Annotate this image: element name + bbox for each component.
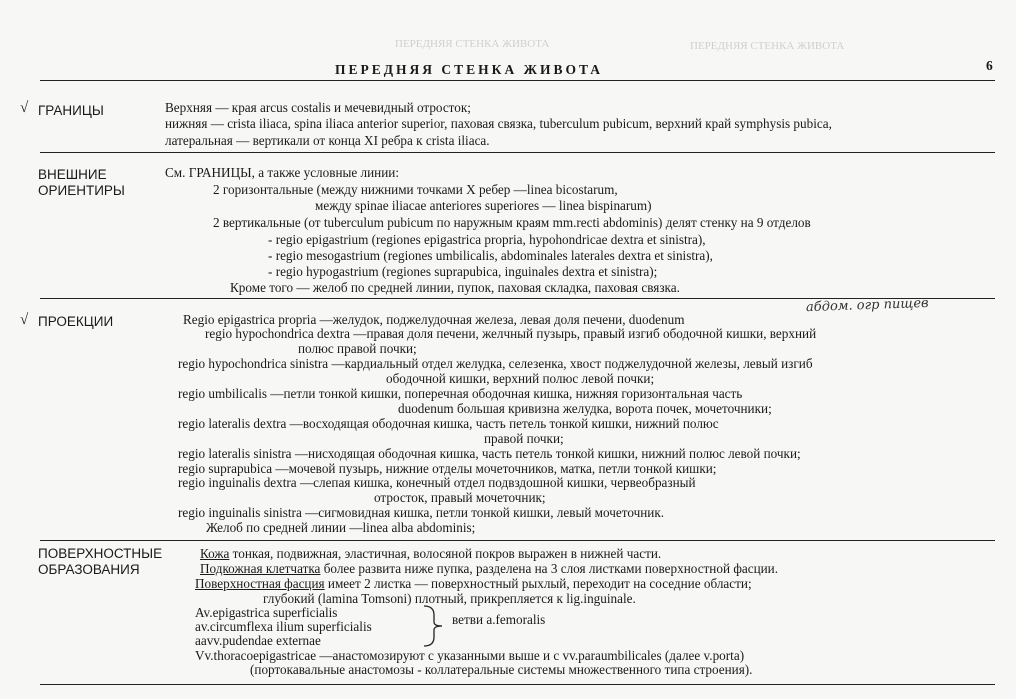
page-number: 6 [986, 58, 993, 73]
handwritten-note: абдом. огр пищев [805, 295, 929, 316]
text-line: 2 вертикальные (от tuberculum pubicum по наружным краям mm.recti abdominis) делят стенку на 9 отделов [213, 215, 811, 230]
term-description: имеет 2 листка — поверхностный рыхлый, переходит на соседние области; [324, 576, 752, 591]
page-title: ПЕРЕДНЯЯ СТЕНКА ЖИВОТА [335, 62, 604, 77]
text-line: regio inguinalis dextra —слепая кишка, конечный отдел подвздошной кишки, червеобразный [178, 475, 696, 490]
term-description: более развита ниже пупка, разделена на 3 слоя листками поверхностной фасции. [320, 561, 779, 576]
text-line: отросток, правый мочеточник; [374, 490, 546, 505]
section-label-line: ОРИЕНТИРЫ [38, 183, 125, 198]
text-line: regio suprapubica —мочевой пузырь, нижние отделы мочеточников, матка, петли тонкой кишки; [178, 461, 717, 476]
text-line: regio hypochondrica dextra —правая доля печени, желчный пузырь, правый изгиб ободочной кишки, верхний [205, 326, 817, 341]
bleed-through-text: ПЕРЕДНЯЯ СТЕНКА ЖИВОТА [690, 40, 845, 52]
section-label-proektsii [38, 314, 113, 330]
check-mark-icon: √ [20, 100, 29, 116]
text-line [195, 576, 752, 591]
text-line: нижняя — crista iliaca, spina iliaca anterior superior, паховая связка, tuberculum pubicum, верхний край symphysis pubica, [165, 116, 832, 131]
section-label-line: ПРОЕКЦИИ [38, 314, 114, 329]
text-line: duodenum большая кривизна желудка, ворота почек, мочеточники; [398, 401, 772, 416]
section-label-line: ВНЕШНИЕ [38, 167, 107, 182]
text-line: Желоб по средней линии —linea alba abdominis; [206, 520, 476, 535]
vessel-name: aavv.pudendae externae [195, 633, 321, 648]
section-label-granitsy [38, 103, 104, 119]
text-line: между spinae iliacae anteriores superiores — linea bispinarum) [315, 198, 652, 213]
text-line [200, 561, 778, 576]
text-line: полюс правой почки; [298, 341, 417, 356]
text-line: regio umbilicalis —петли тонкой кишки, поперечная ободочная кишка, нижняя горизонтальная часть [178, 386, 743, 401]
text-line [200, 546, 661, 561]
section-label-line: ОБРАЗОВАНИЯ [38, 562, 140, 577]
text-line: - regio mesogastrium (regiones umbilicalis, abdominales laterales dextra et sinistra), [268, 248, 713, 263]
text-line: латеральная — вертикали от конца XI ребра к crista iliaca. [165, 133, 490, 148]
bleed-through-text: ПЕРЕДНЯЯ СТЕНКА ЖИВОТА [395, 38, 550, 50]
vessel-name: av.circumflexa ilium superficialis [195, 619, 372, 634]
section-label-orientiry [38, 167, 125, 199]
text-line: - regio epigastrium (regiones epigastrica propria, hypohondricae dextra et sinistra), [268, 232, 706, 247]
section-label-line: ПОВЕРХНОСТНЫЕ [38, 546, 163, 561]
section-label-line: ГРАНИЦЫ [38, 103, 104, 118]
text-line: regio inguinalis sinistra —сигмовидная кишка, петли тонкой кишки, левый мочеточник. [178, 505, 665, 520]
text-line: Regio epigastrica propria —желудок, поджелудочная железа, левая доля печени, duodenum [183, 312, 685, 327]
brace-icon [420, 604, 450, 648]
text-line: 2 горизонтальные (между нижними точками X ребер —linea bicostarum, [213, 182, 618, 197]
text-line: правой почки; [484, 431, 564, 446]
divider [40, 80, 995, 81]
check-mark-icon: √ [20, 312, 29, 328]
text-line: ободочной кишки, верхний полюс левой почки; [386, 371, 655, 386]
text-line: regio lateralis sinistra —нисходящая ободочная кишка, часть петель тонкой кишки, нижний полюс левой почки; [178, 446, 801, 461]
text-line: regio hypochondrica sinistra —кардиальный отдел желудка, селезенка, хвост поджелудочной железы, левый изгиб [178, 356, 813, 371]
section-label-obrazovaniya [38, 546, 162, 578]
divider [40, 684, 995, 685]
text-line: глубокий (lamina Tomsoni) плотный, прикрепляется к lig.inguinale. [263, 591, 636, 606]
text-line: regio lateralis dextra —восходящая ободочная кишка, часть петель тонкой кишки, нижний полюс [178, 416, 719, 431]
divider [40, 152, 995, 153]
term-fascia: Поверхностная фасция [195, 576, 325, 591]
divider [40, 540, 995, 541]
text-line: Верхняя — края arcus costalis и мечевидный отросток; [165, 100, 471, 115]
vessel-name: Av.epigastrica superficialis [195, 605, 338, 620]
text-line: См. ГРАНИЦЫ, а также условные линии: [165, 165, 400, 180]
term-skin: Кожа [200, 546, 230, 561]
text-line: - regio hypogastrium (regiones suprapubica, inguinales dextra et sinistra); [268, 264, 658, 279]
text-line: Кроме того — желоб по средней линии, пупок, паховая складка, паховая связка. [230, 280, 680, 295]
term-subcutaneous: Подкожная клетчатка [200, 561, 321, 576]
text-line: (портокавальные анастомозы - коллатеральные системы множественного типа строения). [250, 662, 753, 677]
text-line: Vv.thoracoepigastricae —анастомозируют с указанными выше и с vv.paraumbilicales (далее v.porta) [195, 648, 745, 663]
vessels-note: ветви a.femoralis [452, 612, 546, 627]
term-description: тонкая, подвижная, эластичная, волосяной покров выражен в нижней части. [229, 546, 662, 561]
